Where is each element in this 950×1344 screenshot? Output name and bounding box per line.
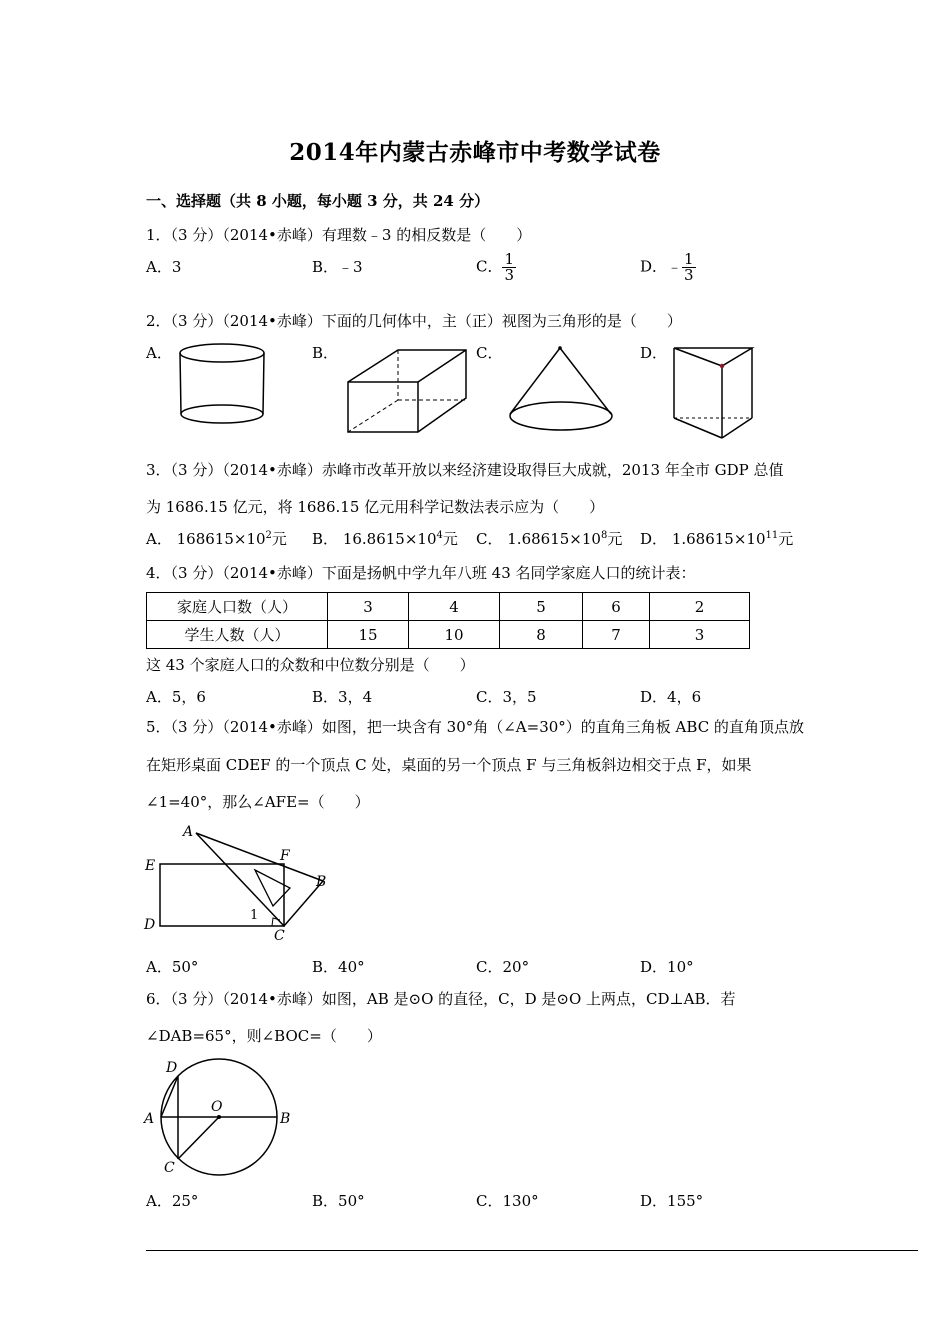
q2-option-d-label: D． [640,344,668,362]
option-value: 1.68615×10 [671,530,766,548]
rectangle-cdef [160,864,284,926]
section-heading: 一、选择题（共 8 小题，每小题 3 分，共 24 分） [146,192,490,210]
option-label: C． [476,530,503,548]
label-d: D [166,1060,178,1076]
q6-stem-line2: ∠DAB=65°，则∠BOC=（ ） [146,1027,382,1045]
option-label: D． [640,530,668,548]
q6-option-b: B．50° [312,1192,365,1210]
cylinder-bottom [181,405,263,423]
exponent: 8 [600,530,608,541]
q3-stem-line1: 3．（3 分）（2014•赤峰）赤峰市改革开放以来经济建设取得巨大成就，2013 年全市 GDP 总值 [146,461,784,479]
table-cell: 2 [650,593,750,621]
page-title: 2014年内蒙古赤峰市中考数学试卷 [289,139,661,166]
cylinder-figure [176,340,272,430]
q3-option-a [146,528,287,549]
q5-stem-line1: 5．（3 分）（2014•赤峰）如图，把一块含有 30°角（∠A=30°）的直角三角板 ABC 的直角顶点放 [146,718,804,736]
segment-ad [161,1076,178,1117]
q1-option-c-label: C． [476,257,503,276]
table-cell: 3 [650,621,750,649]
cone-apex [558,346,562,350]
table-cell: 4 [409,593,500,621]
cuboid-figure [340,344,474,440]
label-e: E [145,858,156,874]
table-header-cell: 家庭人口数（人） [147,593,328,621]
label-c: C [164,1160,175,1176]
q4-stem: 4．（3 分）（2014•赤峰）下面是扬帆中学九年八班 43 名同学家庭人口的统计表： [146,564,696,582]
q2-option-a-label: A． [146,344,172,362]
q5-stem-line3: ∠1=40°，那么∠AFE=（ ） [146,793,370,811]
table-row [147,593,750,621]
cuboid-hidden-edge [348,400,398,432]
label-f: F [280,848,290,864]
table-cell: 15 [328,621,409,649]
cylinder-side-left [180,353,181,414]
triangle-rectangle-figure [140,822,340,946]
numerator: 1 [504,250,515,268]
table-cell: 3 [328,593,409,621]
table-cell: 6 [583,593,650,621]
family-stats-table [146,592,750,649]
table-cell: 5 [500,593,583,621]
prism-bottom-edge [674,418,722,438]
cylinder-side-right [263,353,264,414]
exponent: 4 [436,530,443,541]
angle-1-arc [272,918,280,926]
label-a: A [144,1111,155,1127]
q6-stem-line1: 6．（3 分）（2014•赤峰）如图，AB 是⊙O 的直径，C，D 是⊙O 上两点，CD⊥AB．若 [146,990,736,1008]
q1-option-a: A．3 [146,258,182,276]
q5-option-d: D．10° [640,958,694,976]
q2-option-b-label: B． [312,344,339,362]
center-point [217,1115,221,1119]
unit: 元 [607,530,623,548]
q4-option-b: B．3，4 [312,688,373,706]
circle-figure [140,1056,300,1180]
label-a: A [183,824,194,840]
q4-option-c: C．3，5 [476,688,537,706]
exponent: 11 [765,530,779,541]
label-o: O [211,1099,223,1115]
table-cell: 7 [583,621,650,649]
label-b: B [316,874,327,890]
fraction [682,252,696,283]
option-value: 168615×10 [176,530,266,548]
q3-option-c [476,528,622,549]
q3-stem-line2: 为 1686.15 亿元，将 1686.15 亿元用科学记数法表示应为（ ） [146,498,605,516]
option-label: A． [146,530,172,548]
q3-option-d [640,528,793,549]
cuboid-visible-edges [348,350,466,432]
fraction [502,252,516,283]
table-row [147,621,750,649]
label-angle-1: 1 [250,908,259,923]
q6-option-a: A．25° [146,1192,199,1210]
exponent: 2 [265,530,272,541]
unit: 元 [442,530,458,548]
q1-option-b: B．﹣3 [312,258,363,276]
q5-stem-line2: 在矩形桌面 CDEF 的一个顶点 C 处，桌面的另一个顶点 F 与三角板斜边相交于点 F，如果 [146,756,752,774]
q5-option-b: B．40° [312,958,365,976]
label-d: D [144,917,156,933]
table-cell: 8 [500,621,583,649]
denominator: 3 [504,266,515,284]
segment-oc [178,1117,219,1159]
q4-option-d: D．4，6 [640,688,702,706]
q4-question: 这 43 个家庭人口的众数和中位数分别是（ ） [146,656,475,674]
option-label: B． [312,530,339,548]
option-value: 16.8615×10 [342,530,437,548]
q5-option-c: C．20° [476,958,530,976]
minus-sign: ﹣ [667,257,683,276]
q5-option-a: A．50° [146,958,199,976]
q2-stem: 2．（3 分）（2014•赤峰）下面的几何体中，主（正）视图为三角形的是（ ） [146,312,682,330]
cone-base [510,402,612,430]
prism-top [674,348,752,366]
q6-option-c: C．130° [476,1192,539,1210]
q1-option-c [476,252,516,283]
q1-stem: 1．（3 分）（2014•赤峰）有理数﹣3 的相反数是（ ） [146,226,532,244]
denominator: 3 [684,266,694,284]
q1-option-d-label: D． [640,257,668,276]
unit: 元 [271,530,287,548]
q3-option-b [312,528,458,549]
table-cell: 10 [409,621,500,649]
label-b: B [280,1111,291,1127]
q1-option-d [640,252,696,283]
numerator: 1 [684,250,694,268]
cone-figure [506,344,616,436]
option-value: 1.68615×10 [507,530,601,548]
unit: 元 [778,530,794,548]
q4-option-a: A．5，6 [146,688,206,706]
table-header-cell: 学生人数（人） [147,621,328,649]
q6-option-d: D．155° [640,1192,704,1210]
q2-option-c-label: C． [476,344,503,362]
label-c: C [274,928,285,944]
prism-vertex [720,364,724,368]
prism-bottom-edge [722,418,752,438]
footer-divider [146,1250,918,1251]
cylinder-top [180,344,264,362]
prism-figure [670,344,756,442]
